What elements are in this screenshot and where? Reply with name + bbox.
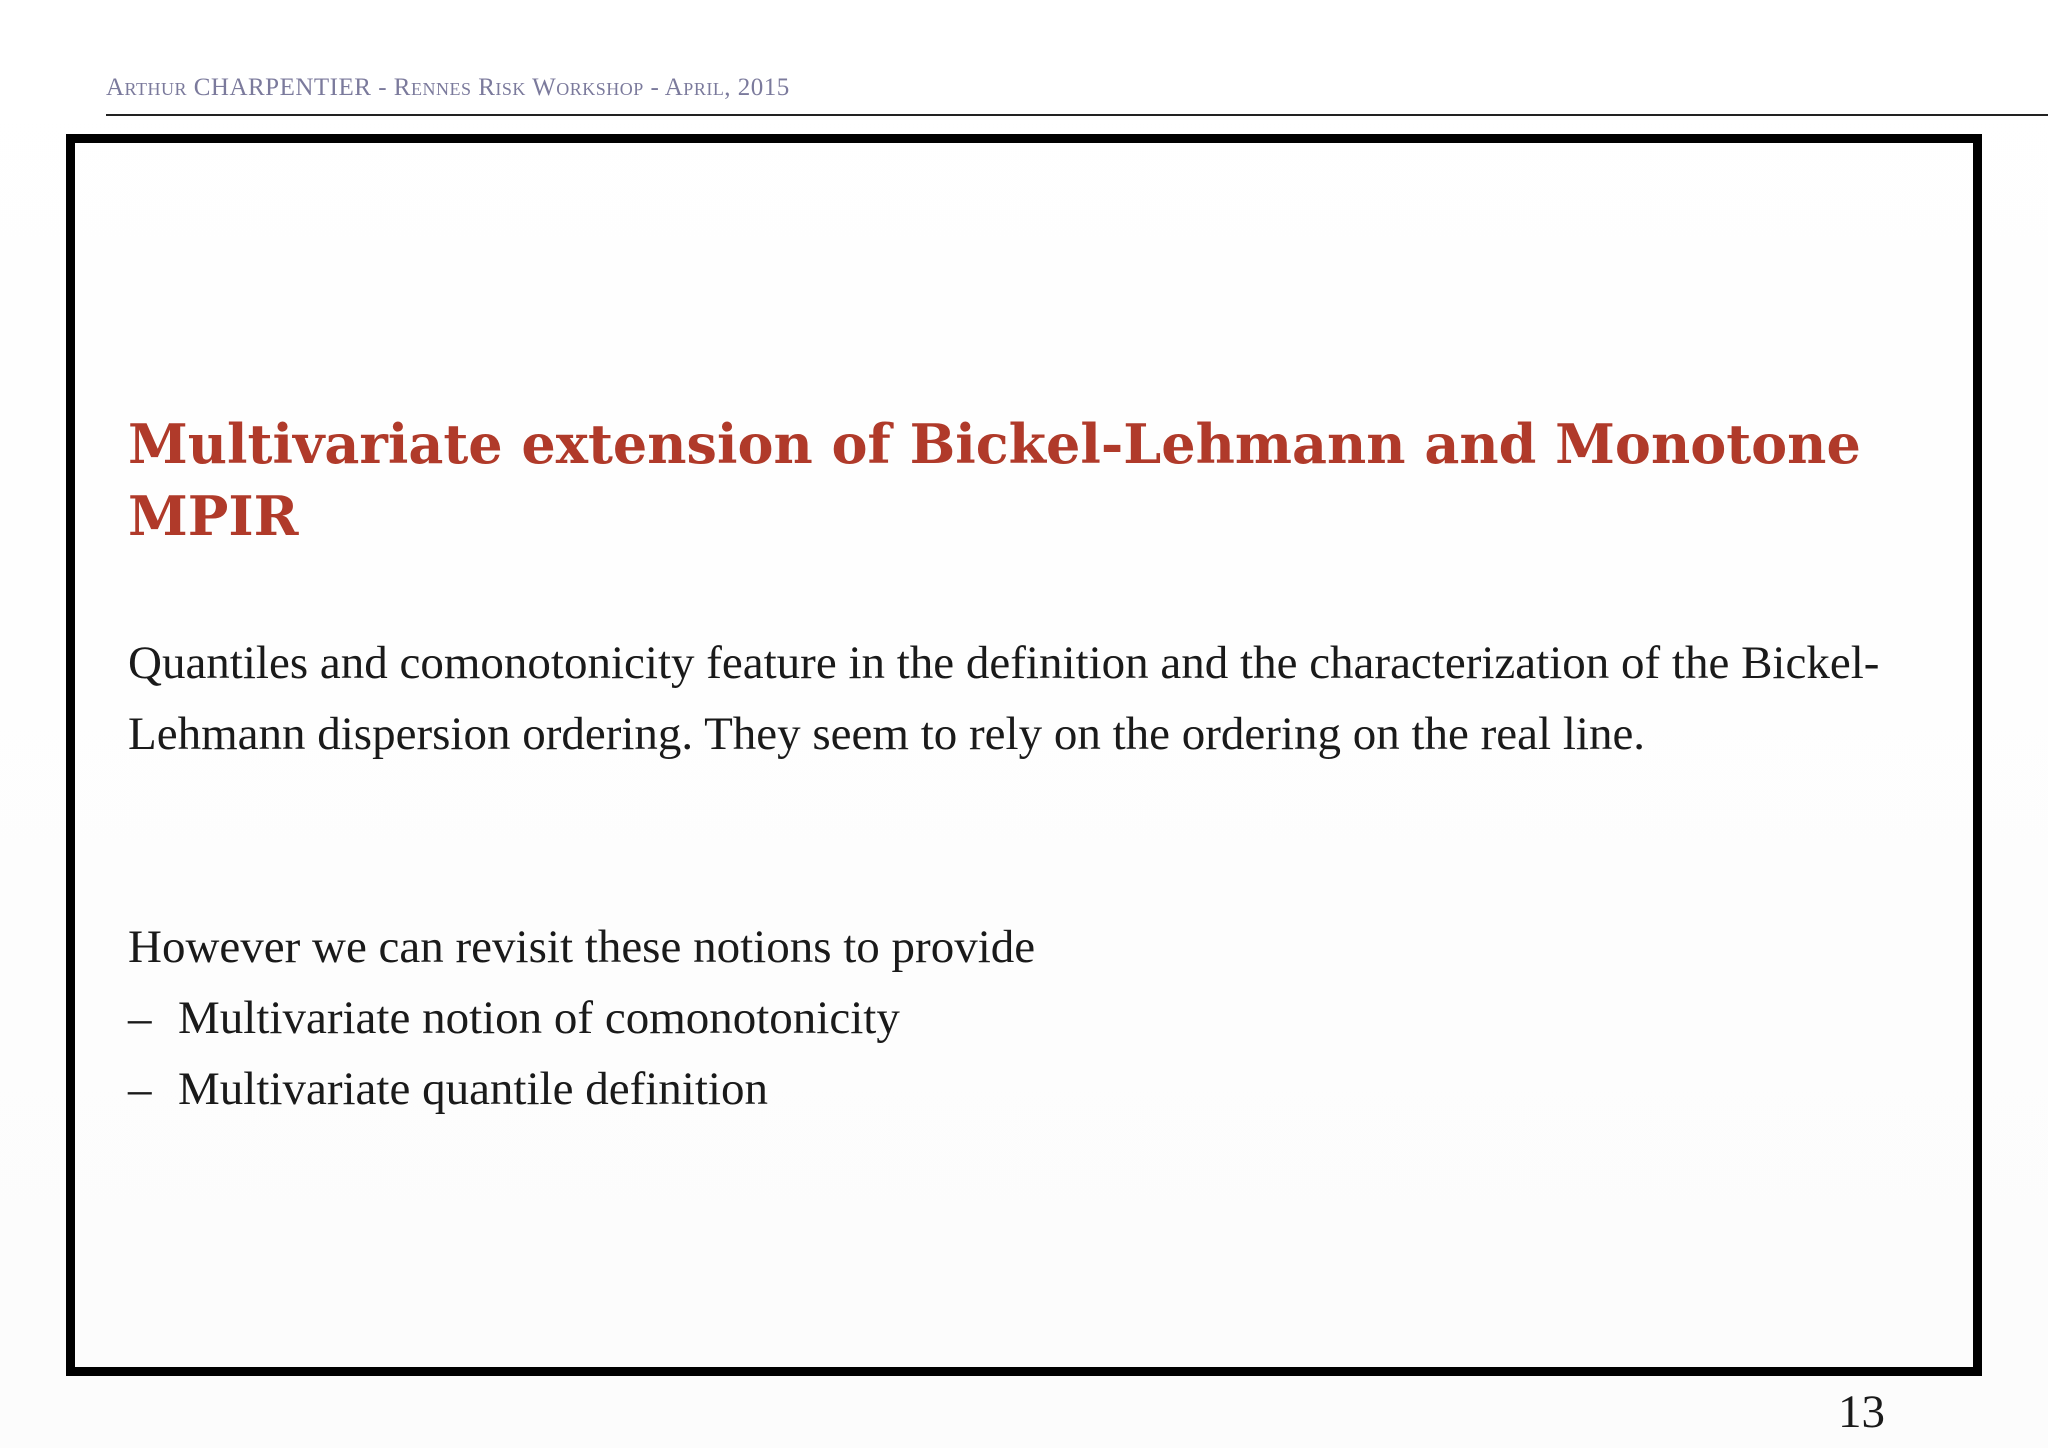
- page-number: 13: [1838, 1386, 1885, 1438]
- bullet-list: [128, 983, 900, 1125]
- slide-title: Multivariate extension of Bickel-Lehmann and Monotone MPIR: [128, 412, 1861, 548]
- list-item: [128, 1054, 900, 1125]
- dash-marker: –: [128, 992, 152, 1044]
- running-header: Arthur CHARPENTIER - Rennes Risk Workshop - April, 2015: [106, 74, 790, 101]
- body-paragraph-2: However we can revisit these notions to provide: [128, 921, 1036, 973]
- list-item: [128, 983, 900, 1054]
- dash-marker: –: [128, 1063, 152, 1115]
- body-paragraph-1: Quantiles and comonotonicity feature in the definition and the characterization of the Bickel-Lehmann dispersion ordering. They seem to rely on the ordering on the real line.: [128, 637, 1880, 760]
- list-item-text: Multivariate quantile definition: [178, 1063, 768, 1115]
- list-item-text: Multivariate notion of comonotonicity: [178, 992, 900, 1044]
- header-rule: [106, 114, 2048, 116]
